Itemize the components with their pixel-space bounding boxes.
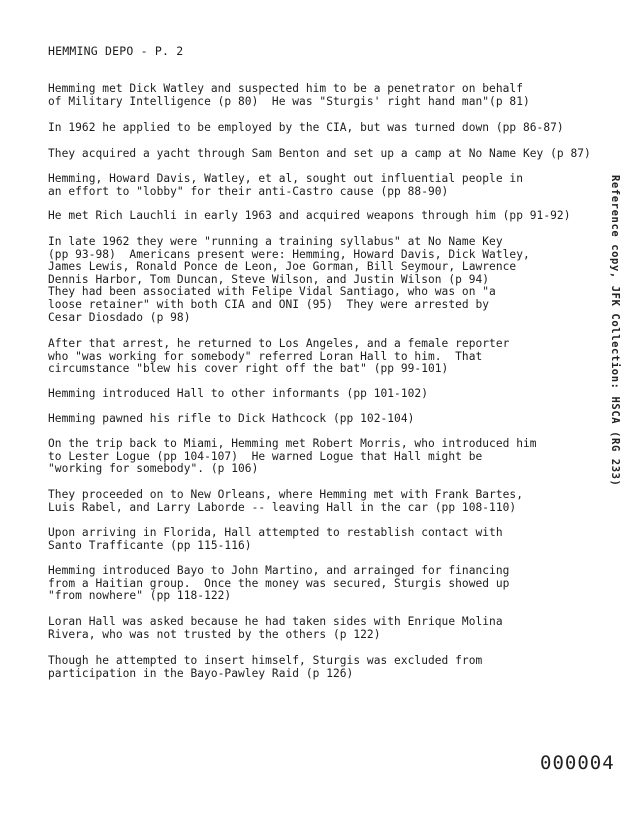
paragraph-new-orleans: They proceeded on to New Orleans, where Hemming met with Frank Bartes, Luis Rabel, and Larry Laborde -- leaving Hall in the car (pp 108-110) xyxy=(48,488,523,514)
paragraph-bayo: Hemming introduced Bayo to John Martino, and arrainged for financing from a Haitian group. Once the money was secured, Sturgis showed up "from nowhere" (pp 118-122) xyxy=(48,564,510,603)
paragraph-loran-hall: Loran Hall was asked because he had taken sides with Enrique Molina Rivera, who was not trusted by the others (p 122) xyxy=(48,615,503,641)
paragraph-lobby: Hemming, Howard Davis, Watley, et al, sought out influential people in an effort to "lobby" for their anti-Castro cause (pp 88-90) xyxy=(48,172,523,198)
paragraph-informants: Hemming introduced Hall to other informants (pp 101-102) xyxy=(48,387,428,400)
archive-stamp xyxy=(607,175,621,495)
paragraph-rifle: Hemming pawned his rifle to Dick Hathcock (pp 102-104) xyxy=(48,412,415,425)
paragraph-florida: Upon arriving in Florida, Hall attempted to restablish contact with Santo Trafficante (pp 115-116) xyxy=(48,526,503,552)
paragraph-watley: Hemming met Dick Watley and suspected him to be a penetrator on behalf of Military Intelligence (p 80) He was "Sturgis' right hand man"(p 81) xyxy=(48,82,530,108)
paragraph-los-angeles: After that arrest, he returned to Los Angeles, and a female reporter who "was working for somebody" referred Loran Hall to him. That circumstance "blew his cover right off the bat" (pp 99-101) xyxy=(48,337,510,376)
paragraph-raid: Though he attempted to insert himself, Sturgis was excluded from participation in the Bayo-Pawley Raid (p 126) xyxy=(48,654,483,680)
paragraph-training-syllabus: In late 1962 they were "running a training syllabus" at No Name Key (pp 93-98) Americans present were: Hemming, Howard Davis, Dick Watley, James Lewis, Ronald Ponce de Leon, Joe Gorman, Bill Seymour, Lawrence Dennis Harbor, Tom Duncan, Steve Wilson, and Justin Wilson (p 94) They had been associated with Felipe Vidal Santiago, who was on "a loose retainer" with both CIA and ONI (95) They were arrested by Cesar Diosdado (p 98) xyxy=(48,235,530,324)
page-number: 000004 xyxy=(540,752,615,774)
paragraph-cia-application: In 1962 he applied to be employed by the CIA, but was turned down (pp 86-87) xyxy=(48,121,564,134)
page-header: HEMMING DEPO - P. 2 xyxy=(48,44,184,58)
paragraph-yacht: They acquired a yacht through Sam Benton and set up a camp at No Name Key (p 87) xyxy=(48,147,591,160)
archive-stamp-text: Reference copy, JFK Collection: HSCA (RG 233) xyxy=(609,175,621,487)
paragraph-miami-trip: On the trip back to Miami, Hemming met Robert Morris, who introduced him to Lester Logue (pp 104-107) He warned Logue that Hall might be "working for somebody". (p 106) xyxy=(48,437,537,476)
paragraph-lauchli: He met Rich Lauchli in early 1963 and acquired weapons through him (pp 91-92) xyxy=(48,209,571,222)
